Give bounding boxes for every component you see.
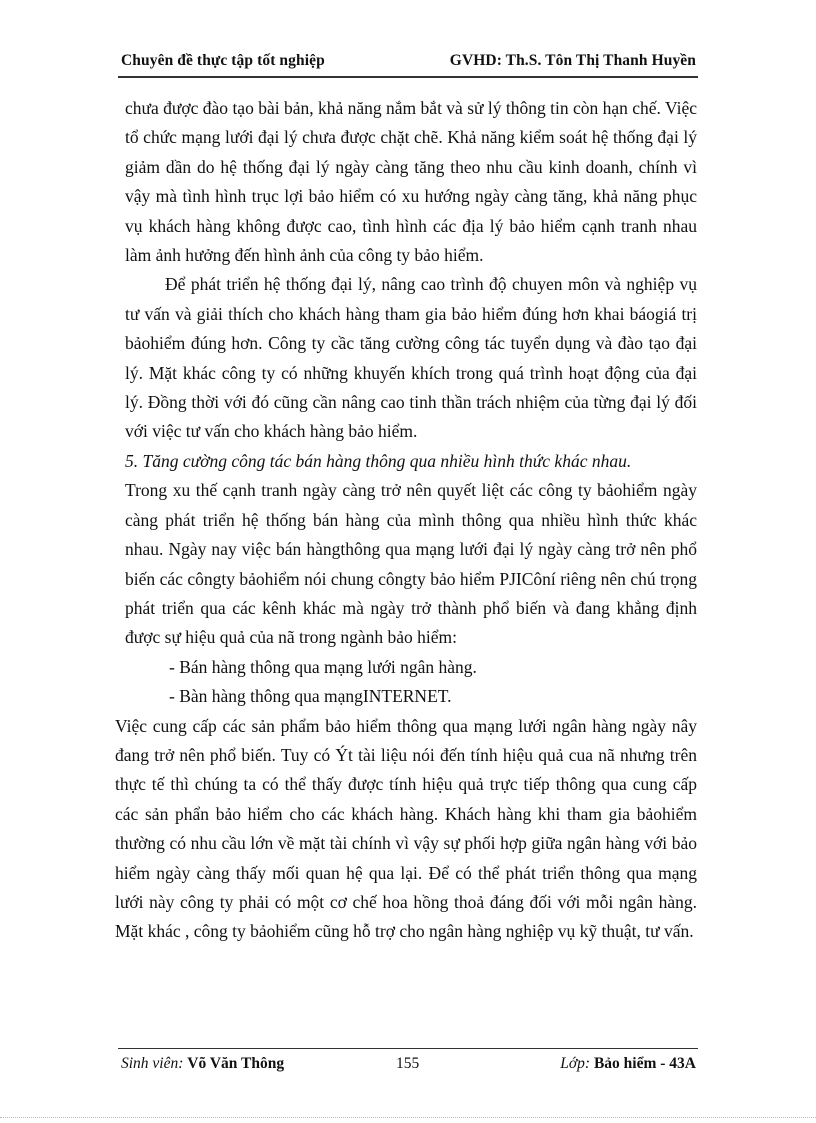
footer-student xyxy=(121,1055,284,1073)
paragraph-agent-training-issues: chưa được đào tạo bài bản, khả năng nắm bắt và sử lý thông tin còn hạn chế. Việc tổ chức mạng lưới đại lý chưa được chặt chẽ. Khả năng kiểm soát hệ thống đại lý giảm dần do hệ thống đại lý ngày càng tăng theo nhu cầu kinh doanh, chính vì vậy mà tình hình trục lợi bảo hiểm có xu hướng ngày càng tăng, khả năng phục vụ khách hàng không được cao, tình hình các địa lý bảo hiểm cạnh tranh nhau làm ảnh hưởng đến hình ảnh của công ty bảo hiểm. xyxy=(125,98,697,266)
header-supervisor: GVHD: Th.S. Tôn Thị Thanh Huyền xyxy=(449,52,696,69)
footer-student-name: Võ Văn Thông xyxy=(187,1055,285,1072)
page-header xyxy=(121,52,696,70)
header-divider xyxy=(118,76,698,78)
footer-class xyxy=(560,1055,696,1073)
page-footer xyxy=(121,1055,696,1077)
page-bottom-edge xyxy=(0,1117,816,1118)
footer-class-name: Bảo hiểm - 43A xyxy=(593,1055,696,1072)
footer-student-label: Sinh viên: xyxy=(121,1055,184,1072)
paragraph-bancassurance: Việc cung cấp các sản phẩm bảo hiểm thông qua mạng lưới ngân hàng ngày nây đang trở nên phổ biến. Tuy có Ýt tài liệu nói đến tính hiệu quả cua nã nhưng trên thực tế thì chúng ta có thể thấy được tính hiệu quả trực tiếp thông qua cung cấp các sản phẩn bảo hiểm cho các khách hàng. Khách hàng khi tham gia bảohiểm thường có nhu cầu lớn về mặt tài chính vì vậy sự phối hợp giữa ngân hàng với bảo hiểm ngày càng thấy mối quan hệ qua lại. Để có thể phát triển thông qua mạng lưới này công ty phải có một cơ chế hoa hồng thoả đáng đối với mỗi ngân hàng. Mặt khác , công ty bảohiểm cũng hỗ trợ cho ngân hàng nghiệp vụ kỹ thuật, tư vấn. xyxy=(115,715,697,942)
paragraph-agent-development: Để phát triển hệ thống đại lý, nâng cao trình độ chuyen môn và nghiệp vụ tư vấn và giải thích cho khách hàng tham gia bảo hiểm đúng hơn khai báogiá trị bảohiểm đúng hơn. Công ty cầc tăng cường công tác tuyển dụng và đào tạo đại lý. Mặt khác công ty có những khuyến khích trong quá trình hoạt động của đại lý. Đồng thời với đó cũng cần nâng cao tinh thần trách nhiệm của từng đại lý đối với việc tư vấn cho khách hàng bảo hiểm. xyxy=(125,274,697,442)
footer-divider xyxy=(118,1048,698,1049)
footer-class-label: Lớp: xyxy=(560,1055,591,1072)
page-number: 155 xyxy=(396,1055,420,1072)
paragraph-sales-channels: Trong xu thế cạnh tranh ngày càng trở nên quyết liệt các công ty bảohiểm ngày càng phát triển hệ thống bán hàng của mình thông qua nhiều hình thức khác nhau. Ngày nay việc bán hàngthông qua mạng lưới đại lý ngày càng trở nên phổ biến các côngty bảohiểm nói chung côngty bảo hiểm PJICôní riêng nên chú trọng phát triển qua các kênh khác mà ngày trở thành phổ biến và đang khẳng định được sự hiệu quả của nã trong ngành bảo hiểm: xyxy=(125,480,697,648)
header-document-title: Chuyên đề thực tập tốt nghiệp xyxy=(121,52,325,69)
bullet-bank-sales: - Bán hàng thông qua mạng lưới ngân hàng. xyxy=(169,656,477,677)
bullet-internet-sales: - Bàn hàng thông qua mạngINTERNET. xyxy=(169,686,452,707)
document-body xyxy=(115,94,697,947)
section-heading-5: 5. Tăng cường công tác bán hàng thông qua nhiều hình thức khác nhau. xyxy=(125,450,632,471)
